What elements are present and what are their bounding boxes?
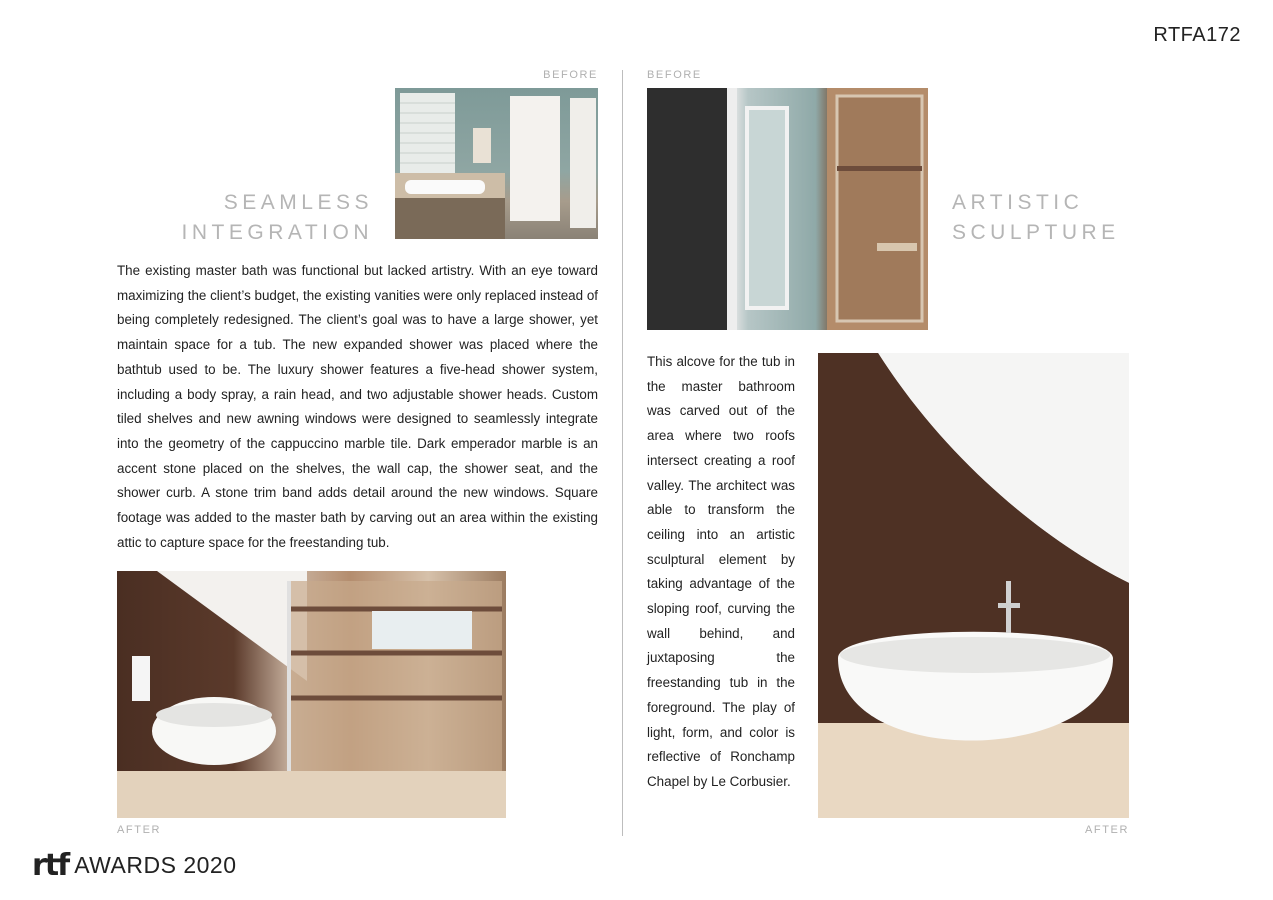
awards-logo-text: AWARDS 2020 (74, 852, 237, 878)
heading-artistic-sculpture (952, 188, 1120, 248)
shower-before-image (647, 88, 928, 330)
project-code: RTFA172 (1153, 24, 1241, 46)
freestanding-tub-image (818, 353, 1129, 818)
bathroom-before-image (395, 88, 598, 239)
heading-seamless-integration (182, 188, 373, 248)
paragraph-right: This alcove for the tub in the master bathroom was carved out of the area where two roofs intersect creating a roof valley. The architect was able to transform the ceiling into an artistic sculptural element by taking advantage of the sloping roof, curving the wall behind, and juxtaposing the freestanding tub in the foreground. The play of light, form, and color is reflective of Ronchamp Chapel by Le Corbusier. (647, 354, 795, 789)
before-photo-left (395, 88, 598, 239)
column-divider (622, 70, 623, 836)
shower-after-image (117, 571, 506, 818)
after-photo-left (117, 571, 506, 818)
heading-line-2: SCULPTURE (952, 221, 1120, 244)
heading-line-1: SEAMLESS (223, 191, 373, 214)
after-label-left: AFTER (117, 824, 162, 836)
before-photo-right (647, 88, 928, 330)
after-label-right: AFTER (1084, 824, 1129, 836)
paragraph-left: The existing master bath was functional but lacked artistry. With an eye toward maximizing the client’s budget, the existing vanities were only replaced instead of being completely redesigned. The client’s goal was to have a large shower, yet maintain space for a tub. The new expanded shower was placed where the bathtub used to be. The luxury shower features a five-head shower system, including a body spray, a rain head, and two adjustable shower heads. Custom tiled shelves and new awning windows were designed to seamlessly integrate into the geometry of the cappuccino marble tile. Dark emperador marble is an accent stone placed on the shelves, the wall cap, the shower seat, and the shower curb. A stone trim band adds detail around the new windows. Square footage was added to the master bath by carving out an area within the existing attic to capture space for the freestanding tub. (117, 263, 598, 550)
before-label-right: BEFORE (647, 69, 702, 81)
heading-line-1: ARTISTIC (952, 191, 1084, 214)
rtf-logo-icon: rtf (32, 848, 69, 883)
heading-line-2: INTEGRATION (181, 221, 373, 244)
before-label-left: BEFORE (543, 69, 598, 81)
rtf-awards-logo (32, 848, 237, 883)
after-photo-right (818, 353, 1129, 818)
